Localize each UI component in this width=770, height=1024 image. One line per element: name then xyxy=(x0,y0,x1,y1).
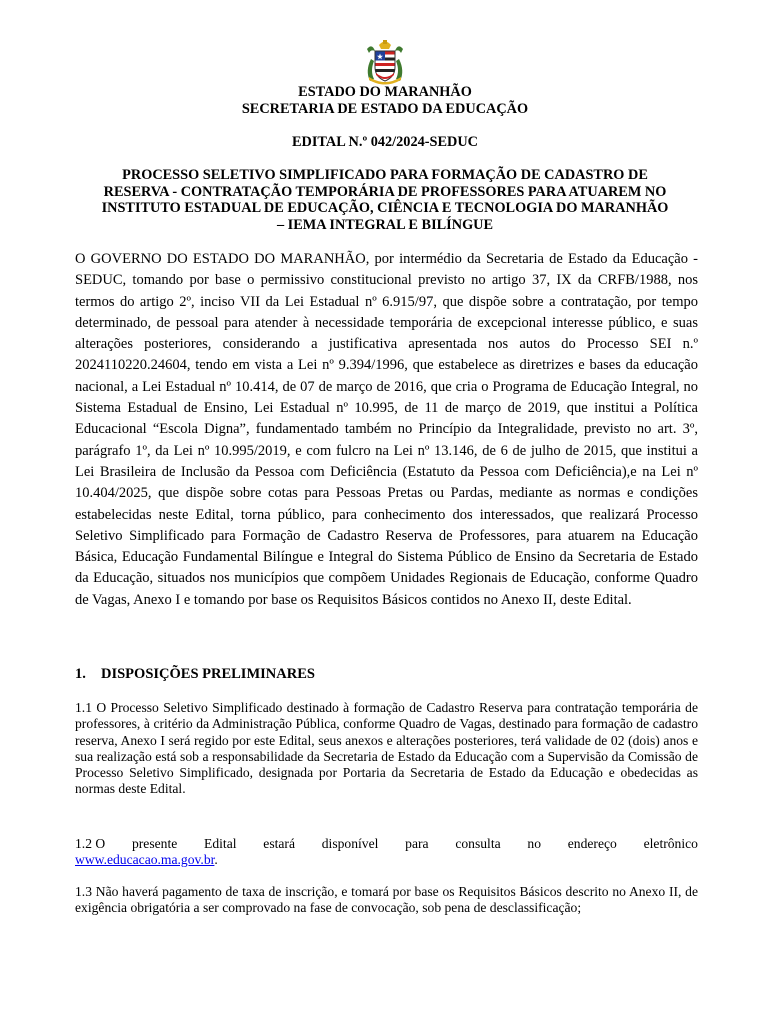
word: 1.2 O xyxy=(75,836,106,851)
word: para xyxy=(405,836,429,851)
title-line: PROCESSO SELETIVO SIMPLIFICADO PARA FORMAÇÃO DE CADASTRO DE xyxy=(122,167,648,183)
word: estará xyxy=(263,836,295,851)
section-heading xyxy=(75,666,315,683)
section-title: DISPOSIÇÕES PRELIMINARES xyxy=(101,666,315,682)
edital-number-heading: EDITAL N.º 042/2024-SEDUC xyxy=(292,134,478,150)
section-number: 1. xyxy=(75,666,86,682)
word: Edital xyxy=(204,836,237,851)
sentence-end: . xyxy=(214,852,218,868)
secretariat-heading: SECRETARIA DE ESTADO DA EDUCAÇÃO xyxy=(241,101,529,117)
word: endereço xyxy=(567,836,617,851)
intro-paragraph: O GOVERNO DO ESTADO DO MARANHÃO, por intermédio da Secretaria de Estado da Educação - SEDUC, tomando por base o permissivo constitucional previsto no artigo 37, IX da CRFB/1988, nos termos do artigo 2º, inciso VII da Lei Estadual nº 6.915/97, que dispõe sobre a contratação, por tempo determinado, de pessoal para atender à necessidade temporária de excepcional interesse público, e suas alterações posteriores, considerando a justificativa apresentada nos autos do Processo SEI n.º 2024110220.24604, tendo em vista a Lei nº 9.394/1996, que estabelece as diretrizes e bases da educação nacional, a Lei Estadual nº 10.414, de 07 de março de 2016, que cria o Programa de Educação Integral, no Sistema Estadual de Ensino, Lei Estadual nº 10.995, de 11 de março de 2019, que institui a Política Educacional “Escola Digna”, fundamentado também no Princípio da Integralidade, previsto no art. 3º, parágrafo 1º, da Lei nº 10.995/2019, e com fulcro na Lei nº 13.146, de 6 de julho de 2015, que institui a Lei Brasileira de Inclusão da Pessoa com Deficiência (Estatuto da Pessoa com Deficiência),e na Lei nº 10.404/2025, que dispõe sobre cotas para Pessoas Pretas ou Pardas, mediante as normas e condições estabelecidas neste Edital, torna público, para conhecimento dos interessados, que realizará Processo Seletivo Simplificado para Formação de Cadastro Reserva de Professores, para atuarem na Educação Básica, Educação Fundamental Bilíngue e Integral do Sistema Público de Ensino da Secretaria de Estado da Educação, situados nos municípios que compõem Unidades Regionais de Educação, conforme Quadro de Vagas, Anexo I e tomando por base os Requisitos Básicos contidos no Anexo II, deste Edital. xyxy=(75,251,698,608)
title-line: INSTITUTO ESTADUAL DE EDUCAÇÃO, CIÊNCIA E TECNOLOGIA DO MARANHÃO xyxy=(101,200,669,217)
paragraph-line xyxy=(75,852,698,868)
word: presente xyxy=(131,836,178,851)
state-heading: ESTADO DO MARANHÃO xyxy=(298,84,472,100)
title-line: – IEMA INTEGRAL E BILÍNGUE xyxy=(276,216,494,233)
paragraph-line xyxy=(75,836,698,852)
title-line: RESERVA - CONTRATAÇÃO TEMPORÁRIA DE PROFESSORES PARA ATUAREM NO xyxy=(103,183,667,200)
paragraph-1-1: 1.1 O Processo Seletivo Simplificado destinado à formação de Cadastro Reserva para contratação temporária de professores, à critério da Administração Pública, conforme Quadro de Vagas, destinado para formação de cadastro reserva, Anexo I será regido por este Edital, seus anexos e alterações posteriores, terá validade de 02 (dois) anos e sua realização está sob a responsabilidade da Secretaria de Estado da Educação com a Supervisão da Comissão de Processo Seletivo Simplificado, designada por Portaria da Secretaria de Estado da Educação e obedecidas as normas deste Edital. xyxy=(75,700,698,797)
educacao-website-link[interactable]: www.educacao.ma.gov.br xyxy=(75,852,215,868)
paragraph-1-2 xyxy=(75,836,698,869)
paragraph-1-3: 1.3 Não haverá pagamento de taxa de inscrição, e tomará por base os Requisitos Básicos descrito no Anexo II, de exigência obrigatória a ser comprovado na fase de convocação, sob pena de desclassificação; xyxy=(75,884,698,916)
coat-of-arms-icon xyxy=(361,37,409,85)
word: no xyxy=(527,836,541,851)
word: consulta xyxy=(455,836,501,851)
document-title xyxy=(75,167,695,233)
word: disponível xyxy=(321,836,379,851)
word: eletrônico xyxy=(643,836,698,851)
